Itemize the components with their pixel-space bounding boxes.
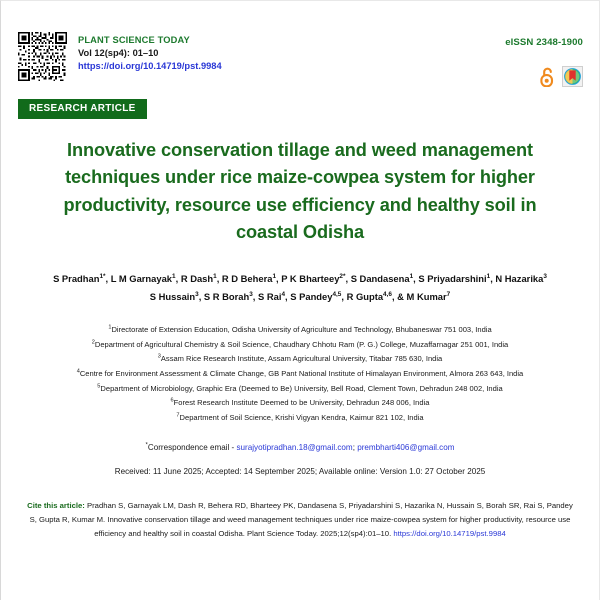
author-name: S Pandey [290, 290, 333, 302]
affiliation-text: Directorate of Extension Education, Odisha University of Agriculture and Technology, Bhubaneswar 751 003, India [111, 324, 492, 334]
affiliation-marker: 7 [176, 412, 180, 419]
article-tag-wrapper [1, 87, 599, 119]
author-separator: , [391, 290, 398, 302]
affiliation-marker: 6 [170, 397, 174, 404]
affiliation-text: Department of Microbiology, Graphic Era (Deemed to Be) University, Bell Road, Clement Town, Dehradun 248 002, India [100, 383, 503, 393]
author-affiliation-marker: 1 [213, 273, 217, 281]
correspondence-asterisk: * [145, 442, 148, 449]
affiliation-item [23, 382, 577, 397]
affiliation-marker: 5 [97, 383, 101, 390]
author-affiliation-marker: 7 [446, 290, 451, 298]
author-affiliation-marker: 4,6 [383, 290, 392, 298]
affiliation-item [23, 352, 577, 367]
cite-doi-link[interactable]: https://doi.org/10.14719/pst.9984 [393, 528, 506, 538]
author-affiliation-marker: 1 [172, 273, 176, 281]
author-name: R Dash [180, 273, 214, 285]
author-name: S Dandasena [350, 273, 410, 285]
author-name: R Gupta [346, 290, 384, 302]
masthead-right [505, 32, 583, 87]
author-name: P K Bharteey [281, 273, 340, 285]
author-name: S Rai [258, 290, 282, 302]
affiliation-marker: 1 [108, 324, 112, 331]
journal-volume: Vol 12(sp4): 01–10 [78, 48, 159, 59]
correspondence-email-1[interactable]: surajyotipradhan.18@gmail.com [236, 442, 353, 452]
author-separator: , [285, 290, 291, 302]
author-separator: , [105, 273, 111, 285]
author-list [29, 270, 571, 305]
author-affiliation-marker: 1* [99, 273, 106, 281]
affiliation-text: Department of Soil Science, Krishi Vigyan Kendra, Kaimur 821 102, India [179, 413, 424, 423]
affiliation-text: Department of Agricultural Chemistry & Soil Science, Chaudhary Chhotu Ram (P. G.) College, Muzaffarnagar 251 001, India [94, 339, 509, 349]
author-name: L M Garnayak [110, 273, 173, 285]
affiliation-item [23, 367, 577, 382]
cite-text: Pradhan S, Garnayak LM, Dash R, Behera RD, Bharteey PK, Dandasena S, Priyadarshini S, Hazarika N, Hussain S, Borah SR, Rai S, Pandey S, Gupta R, Kumar M. Innovative conservation tillage and weed management techniques under rice maize-cowpea system for higher productivity, resource use efficiency and healthy soil in coastal Odisha. Plant Science Today. 2025;12(sp4):01–10. [29, 500, 573, 538]
correspondence-email-2[interactable]: prembharti406@gmail.com [357, 442, 455, 452]
cite-label: Cite this article: [27, 500, 85, 510]
affiliation-marker: 2 [91, 339, 95, 346]
author-name: S R Borah [203, 290, 250, 302]
correspondence-label: Correspondence email - [147, 442, 237, 452]
author-affiliation-marker: 3 [195, 290, 199, 298]
author-affiliation-marker: 1 [486, 273, 491, 281]
author-affiliation-marker: 3 [249, 290, 253, 298]
author-separator: , [490, 273, 496, 285]
author-name: R D Behera [221, 273, 273, 285]
badge-row [505, 66, 583, 87]
author-separator: , [345, 273, 351, 285]
author-affiliation-marker: 3 [543, 273, 547, 281]
correspondence-separator: ; [352, 442, 358, 452]
journal-doi-link[interactable]: https://doi.org/10.14719/pst.9984 [78, 61, 222, 72]
open-access-lock-icon[interactable] [540, 66, 555, 87]
author-line-2 [29, 288, 571, 305]
author-separator: , [216, 273, 222, 285]
eissn-label: eISSN 2348-1900 [505, 37, 583, 48]
affiliation-list [23, 323, 577, 426]
journal-info [78, 32, 505, 74]
author-separator: , [198, 290, 204, 302]
affiliation-text: Centre for Environment Assessment & Climate Change, GB Pant National Institute of Himalayan Environment, Almora 263 643, India [79, 369, 524, 379]
affiliation-item [23, 338, 577, 353]
author-line-1 [29, 270, 571, 287]
author-affiliation-marker: 1 [409, 273, 414, 281]
correspondence-line [21, 443, 579, 452]
author-affiliation-marker: 2* [339, 273, 346, 281]
author-name: S Hussain [149, 290, 196, 302]
author-name: N Hazarika [495, 273, 544, 285]
author-affiliation-marker: 4,5 [332, 290, 342, 298]
journal-name: PLANT SCIENCE TODAY [78, 35, 190, 45]
author-separator: , [175, 273, 181, 285]
affiliation-marker: 3 [157, 353, 161, 360]
page-title: Innovative conservation tillage and weed management techniques under rice maize-cowpea system for higher productivity, resource use efficiency and healthy soil in coastal Odisha [63, 140, 537, 242]
journal-badge-icon[interactable] [562, 66, 583, 87]
affiliation-text: Assam Rice Research Institute, Assam Agricultural University, Titabar 785 630, India [160, 354, 443, 364]
affiliation-marker: 4 [76, 368, 80, 375]
author-separator: , [341, 290, 347, 302]
affiliation-item [23, 323, 577, 338]
author-affiliation-marker: 1 [272, 273, 277, 281]
author-separator: , [413, 273, 419, 285]
citation-block [27, 499, 573, 541]
author-affiliation-marker: 4 [281, 290, 286, 298]
author-separator: , [276, 273, 282, 285]
author-name: S Pradhan [53, 273, 100, 285]
affiliation-item [23, 411, 577, 426]
qr-code-icon[interactable] [18, 32, 67, 81]
masthead [1, 1, 599, 87]
affiliation-text: Forest Research Institute Deemed to be University, Dehradun 248 006, India [173, 398, 430, 408]
author-separator: , [252, 290, 259, 302]
author-name: S Priyadarshini [418, 273, 487, 285]
author-name: & M Kumar [397, 290, 447, 302]
research-article-badge: RESEARCH ARTICLE [18, 99, 147, 119]
affiliation-item [23, 396, 577, 411]
publication-dates: Received: 11 June 2025; Accepted: 14 September 2025; Available online: Version 1.0: 27 October 2025 [114, 466, 486, 476]
